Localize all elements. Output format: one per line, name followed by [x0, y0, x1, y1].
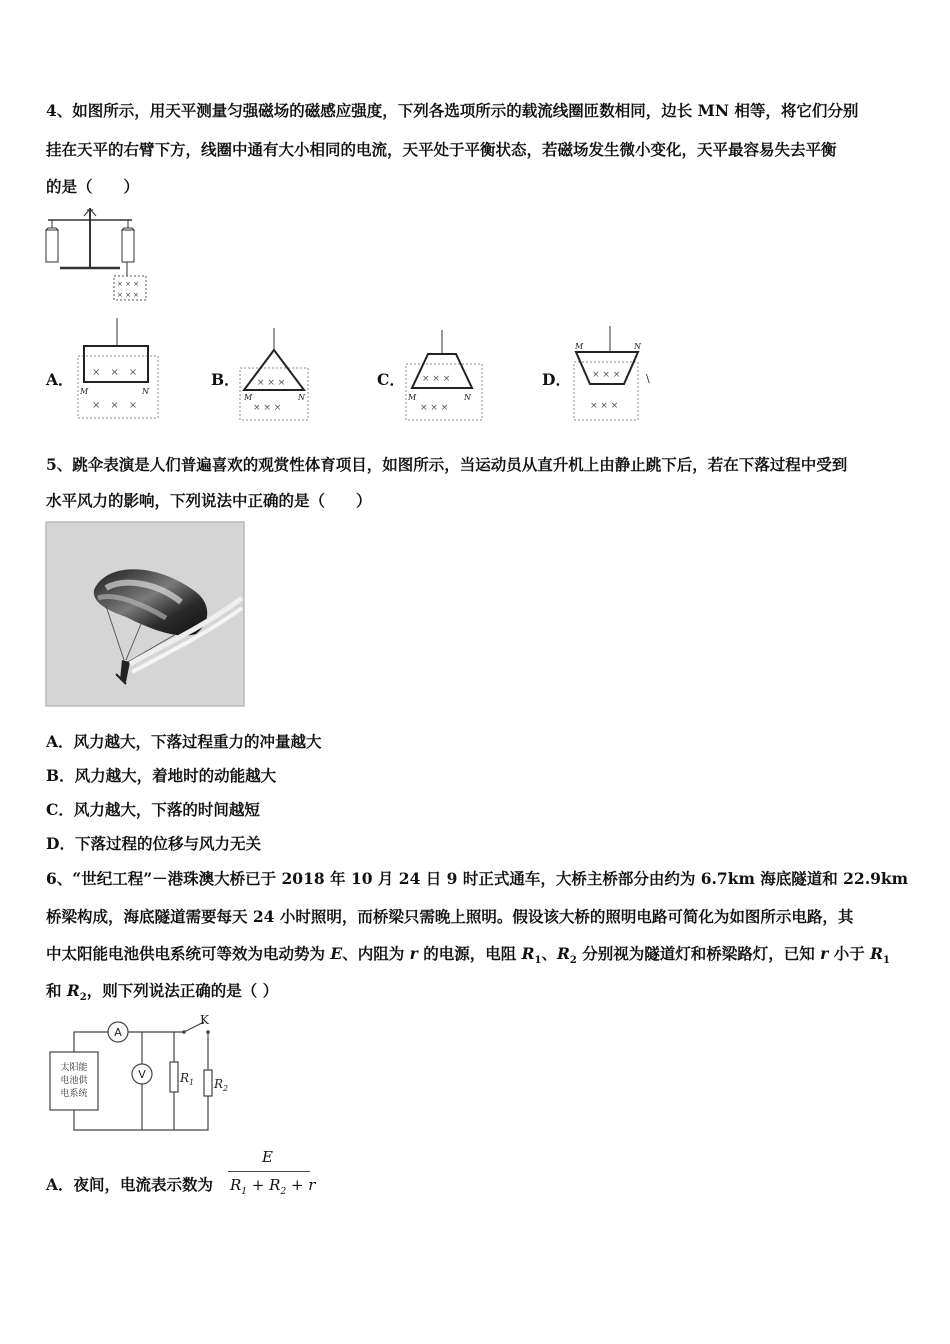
balance-figure	[40, 206, 160, 304]
q4-line-1: 4、如图所示，用天平测量匀强磁场的磁感应强度，下列各选项所示的载流线圈匝数相同，边长 MN 相等，将它们分别	[46, 101, 859, 120]
circuit-diagram	[46, 1012, 229, 1134]
q4-option-a-figure	[74, 318, 164, 422]
svg-text:× × ×: × × ×	[590, 401, 619, 411]
label-n: N	[464, 393, 471, 402]
q4-option-a-label: A．	[46, 370, 74, 389]
q4-option-c-label: C．	[377, 370, 405, 389]
label-n: N	[142, 387, 149, 396]
q4-line-2: 挂在天平的右臂下方，线圈中通有大小相同的电流，天平处于平衡状态，若磁场发生微小变化，天平最容易失去平衡	[46, 140, 837, 159]
svg-text:R1: $R_1$	[180, 1071, 195, 1087]
formula	[228, 1146, 316, 1200]
svg-text:R2: $R_2$	[214, 1077, 229, 1093]
svg-text:V: V	[138, 1068, 146, 1081]
q5-option-d: D．下落过程的位移与风力无关	[46, 834, 261, 853]
fraction-bar	[228, 1171, 310, 1172]
label-n: N	[634, 342, 641, 351]
resistor-r1-icon	[170, 1062, 178, 1092]
svg-text:× × ×: × × ×	[422, 374, 451, 384]
svg-text:× × ×: × × ×	[420, 403, 449, 413]
q4-option-c-figure	[402, 330, 486, 422]
source-label-2: 电池供	[60, 1076, 88, 1086]
label-n: N	[298, 393, 305, 402]
label-m: M	[575, 342, 584, 351]
svg-text:× × ×: × × ×	[117, 291, 140, 299]
q5-option-b: B．风力越大，着地时的动能越大	[46, 766, 277, 785]
formula-numerator: E	[262, 1148, 273, 1166]
svg-text:× × ×: × × ×	[257, 378, 286, 388]
q5-option-a: A．风力越大，下落过程重力的冲量越大	[46, 732, 322, 751]
parachute-photo	[46, 522, 244, 706]
formula-denominator: $R_1 + R_2 + r$	[230, 1176, 316, 1197]
svg-text:× × ×: × × ×	[253, 403, 282, 413]
q4-option-b-figure	[236, 328, 312, 422]
label-m: M	[244, 393, 253, 402]
svg-text:× × ×: × × ×	[592, 370, 621, 380]
label-m: M	[80, 387, 89, 396]
resistor-r2-icon	[204, 1070, 212, 1096]
q4-option-b-label: B．	[211, 370, 240, 389]
source-label-1: 太阳能	[60, 1063, 88, 1073]
q5-option-c: C．风力越大，下落的时间越短	[46, 800, 260, 819]
q5-line-1: 5、跳伞表演是人们普遍喜欢的观赏性体育项目，如图所示，当运动员从直升机上由静止跳下后，若在下落过程中受到	[46, 455, 848, 474]
q4-line-3: 的是（ ）	[46, 177, 140, 196]
svg-text:× × ×: × × ×	[92, 367, 138, 378]
svg-text:× × ×: × × ×	[92, 400, 138, 411]
q4-option-d-label: D．	[542, 370, 571, 389]
q6-line-2: 桥梁构成，海底隧道需要每天 24 小时照明，而桥梁只需晚上照明。假设该大桥的照明电路可简化为如图所示电路，其	[46, 907, 854, 926]
q6-line-4: 和 $R_2$，则下列说法正确的是（ ）	[46, 981, 279, 1004]
svg-text:K: K	[200, 1013, 209, 1027]
q6-line-1: 6、“世纪工程”－港珠澳大桥已于 2018 年 10 月 24 日 9 时正式通车，大桥主桥部分由约为 6.7km 海底隧道和 22.9km	[46, 869, 909, 888]
q4-option-d-figure	[570, 326, 658, 422]
q6-option-a: A．夜间，电流表示数为	[46, 1175, 214, 1194]
q6-line-3: 中太阳能电池供电系统可等效为电动势为 E、内阻为 r 的电源，电阻 $R_1$、$R_2$ 分别视为隧道灯和桥梁路灯，已知 r 小于 $R_1$	[46, 944, 890, 967]
svg-text:A: A	[114, 1026, 122, 1039]
label-m: M	[408, 393, 417, 402]
source-label-3: 电系统	[60, 1089, 88, 1099]
stray-mark: \	[646, 372, 650, 385]
svg-text:× × ×: × × ×	[117, 280, 140, 288]
q5-line-2: 水平风力的影响，下列说法中正确的是（ ）	[46, 491, 372, 510]
